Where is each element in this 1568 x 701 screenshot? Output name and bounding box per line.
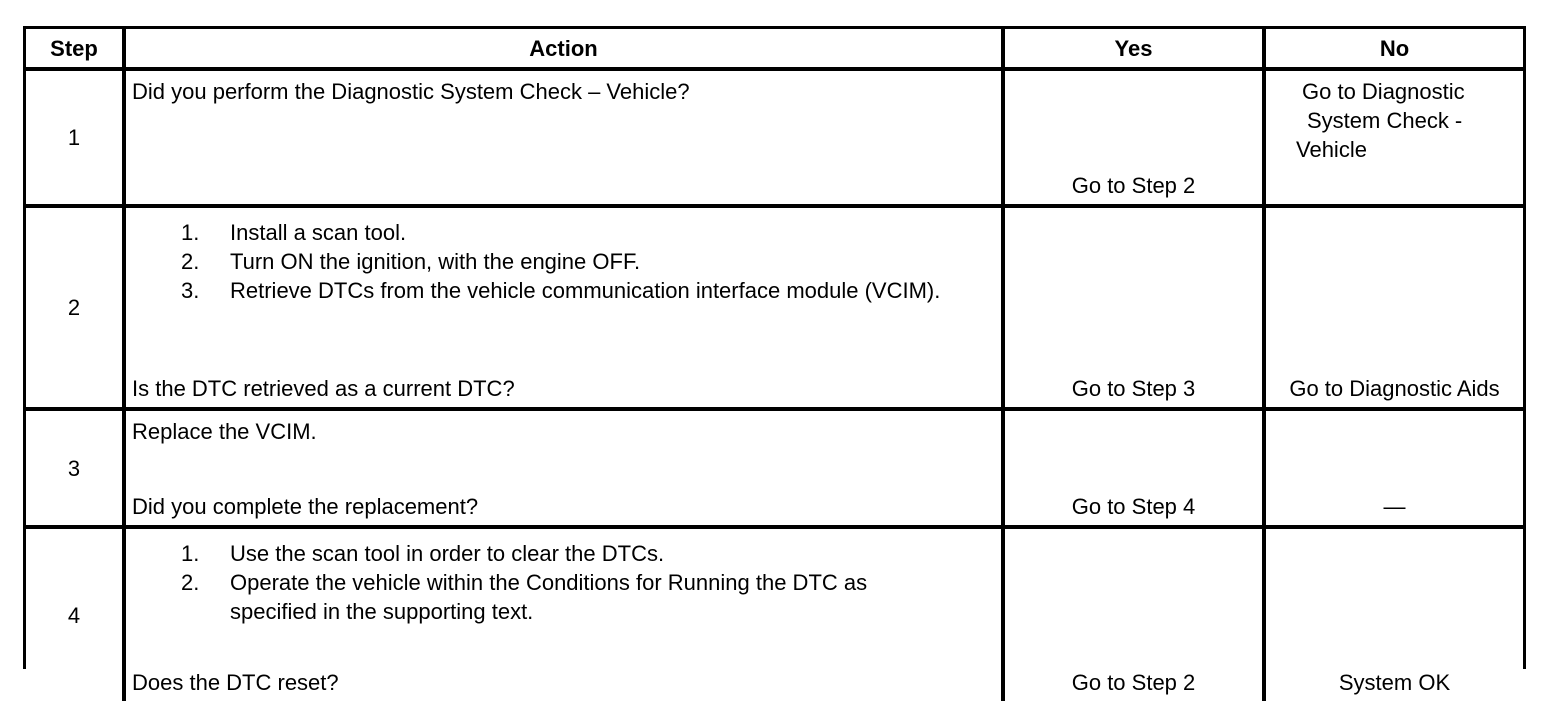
no-cell: [1266, 529, 1523, 701]
no-cell: [1266, 411, 1523, 529]
table-row: [26, 411, 1523, 529]
header-no: No: [1266, 29, 1523, 71]
diagnostic-table: [26, 29, 1523, 701]
step-number: 3: [26, 411, 126, 529]
yes-cell: [1005, 71, 1266, 208]
yes-result: Go to Step 4: [1071, 494, 1196, 519]
table-row: [26, 208, 1523, 411]
header-yes: Yes: [1005, 29, 1266, 71]
action-step: 2. Operate the vehicle within the Conditions for Running the DTC as specified in the supporting text.: [181, 570, 868, 624]
yes-cell: [1005, 411, 1266, 529]
yes-cell: [1005, 529, 1266, 701]
action-question: Did you complete the replacement?: [132, 494, 479, 519]
action-text: Replace the VCIM.: [132, 419, 317, 444]
no-result: —: [1383, 494, 1406, 519]
action-step: 1. Install a scan tool.: [181, 220, 407, 245]
action-text: Did you perform the Diagnostic System Check – Vehicle?: [132, 79, 690, 104]
no-cell: [1266, 208, 1523, 411]
step-number: 2: [26, 208, 126, 411]
step-number: 4: [26, 529, 126, 701]
step-number: 1: [26, 71, 126, 208]
yes-result: Go to Step 2: [1071, 173, 1196, 198]
action-cell: [126, 208, 1005, 411]
no-result: Go to Diagnostic Aids: [1289, 376, 1500, 401]
action-step: 3. Retrieve DTCs from the vehicle communication interface module (VCIM).: [181, 278, 941, 303]
action-cell: [126, 71, 1005, 208]
header-row: [26, 29, 1523, 71]
action-question: Is the DTC retrieved as a current DTC?: [132, 376, 515, 401]
action-step: 2. Turn ON the ignition, with the engine OFF.: [181, 249, 641, 274]
table-row: [26, 71, 1523, 208]
yes-result: Go to Step 2: [1071, 670, 1196, 695]
header-action: Action: [126, 29, 1005, 71]
no-result: [1296, 77, 1465, 164]
action-step-list: [132, 218, 995, 305]
no-cell: [1266, 71, 1523, 208]
no-result-line: Go to Diagnostic: [1302, 79, 1465, 104]
action-step-list: [132, 539, 995, 626]
yes-result: Go to Step 3: [1071, 376, 1196, 401]
action-step: 1. Use the scan tool in order to clear the DTCs.: [181, 541, 665, 566]
action-cell: [126, 529, 1005, 701]
header-step: Step: [26, 29, 126, 71]
action-question: Does the DTC reset?: [132, 670, 339, 695]
no-result-line: System Check -: [1307, 108, 1463, 133]
no-result-line: Vehicle: [1296, 137, 1367, 162]
no-result: System OK: [1338, 670, 1451, 695]
table-row: [26, 529, 1523, 701]
diagnostic-table-container: [23, 26, 1526, 695]
yes-cell: [1005, 208, 1266, 411]
action-cell: [126, 411, 1005, 529]
